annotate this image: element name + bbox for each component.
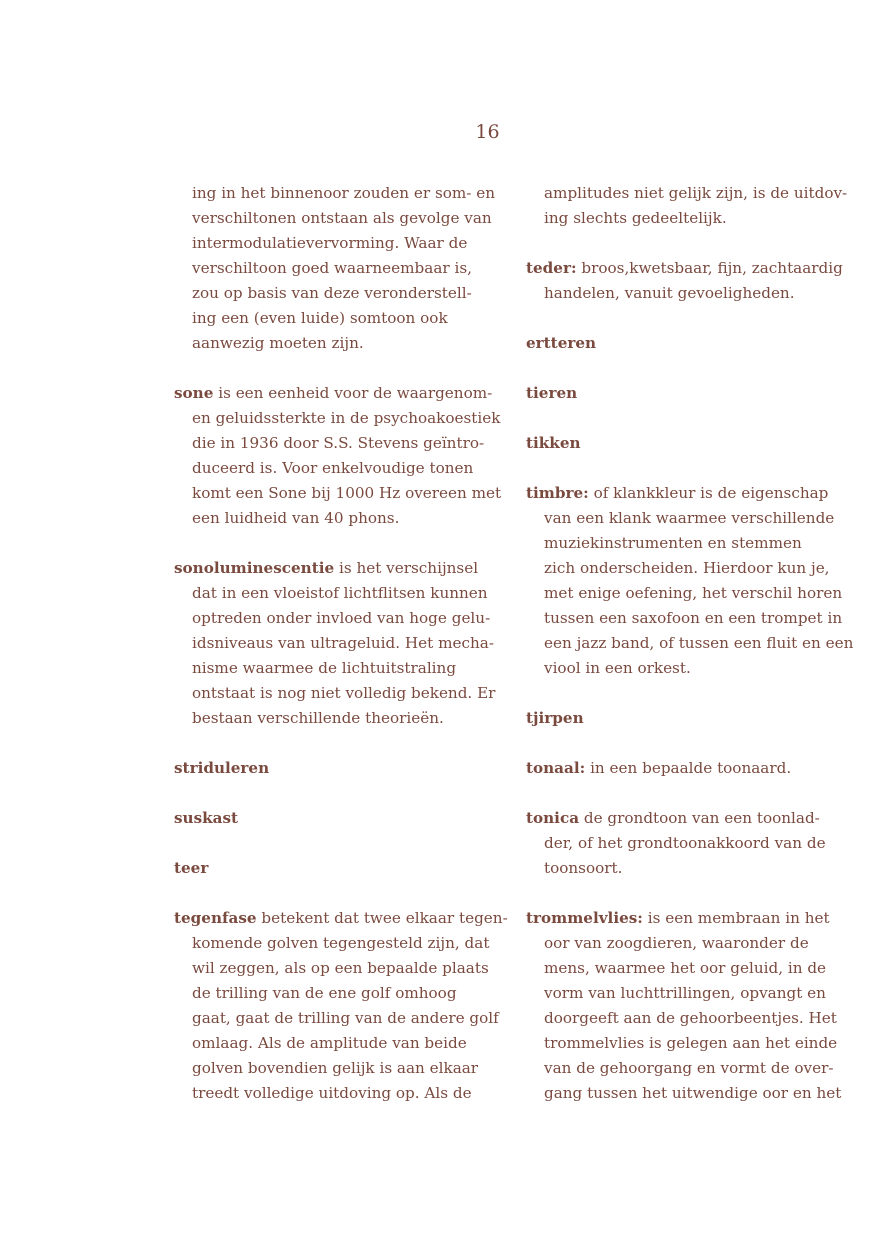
text-line	[174, 206, 494, 231]
entry-text: intermodulatievervorming. Waar de	[192, 234, 468, 252]
entry-text: gang tussen het uitwendige oor en het	[544, 1084, 842, 1102]
entry-text: trommelvlies is gelegen aan het einde	[544, 1034, 838, 1052]
text-line	[526, 1006, 856, 1031]
blank-line	[174, 831, 494, 856]
text-line	[174, 706, 494, 731]
entry-line	[174, 806, 494, 831]
entry-term: teer	[174, 859, 209, 877]
entry-text: doorgeeft aan de gehoorbeentjes. Het	[544, 1009, 837, 1027]
text-line	[174, 506, 494, 531]
text-line	[526, 556, 856, 581]
text-line	[526, 856, 856, 881]
entry-text: treedt volledige uitdoving op. Als de	[192, 1084, 472, 1102]
entry-line	[174, 556, 494, 581]
text-line	[174, 1056, 494, 1081]
text-line	[174, 181, 494, 206]
entry-text: aanwezig moeten zijn.	[192, 334, 364, 352]
blank-line	[174, 356, 494, 381]
text-line	[174, 656, 494, 681]
entry-text: vorm van luchttrillingen, opvangt en	[544, 984, 826, 1002]
blank-line	[526, 731, 856, 756]
text-line	[174, 606, 494, 631]
text-line	[174, 581, 494, 606]
entry-text: amplitudes niet gelijk zijn, is de uitdov-	[544, 184, 848, 202]
entry-text: oor van zoogdieren, waaronder de	[544, 934, 809, 952]
entry-term: tikken	[526, 434, 581, 452]
text-line	[526, 631, 856, 656]
blank-line	[526, 456, 856, 481]
blank-line	[174, 731, 494, 756]
entry-text: muziekinstrumenten en stemmen	[544, 534, 802, 552]
entry-text: gaat, gaat de trilling van de andere golf	[192, 1009, 499, 1027]
text-line	[174, 1006, 499, 1031]
text-line	[526, 831, 856, 856]
entry-text: of klankkleur is de eigenschap	[588, 484, 829, 502]
entry-line	[526, 706, 856, 731]
entry-line	[526, 381, 856, 406]
entry-line	[526, 481, 856, 506]
entry-text: verschiltonen ontstaan als gevolge van	[192, 209, 492, 227]
text-line	[174, 981, 494, 1006]
entry-line	[174, 381, 494, 406]
entry-text: tussen een saxofoon en een trompet in	[544, 609, 843, 627]
text-line	[526, 1081, 856, 1106]
entry-text: viool in een orkest.	[544, 659, 691, 677]
entry-text: zich onderscheiden. Hierdoor kun je,	[544, 559, 830, 577]
entry-text: van een klank waarmee verschillende	[544, 509, 835, 527]
text-line	[526, 656, 856, 681]
text-line	[174, 256, 494, 281]
entry-text: ing een (even luide) somtoon ook	[192, 309, 448, 327]
entry-line	[526, 756, 856, 781]
page-number: 16	[475, 121, 500, 143]
text-line	[526, 206, 856, 231]
entry-term: trommelvlies:	[526, 909, 643, 927]
entry-text: en geluidssterkte in de psychoakoestiek	[192, 409, 501, 427]
entry-term: tegenfase	[174, 909, 257, 927]
entry-text: is een membraan in het	[642, 909, 830, 927]
entry-text: in een bepaalde toonaard.	[585, 759, 792, 777]
text-line	[526, 981, 856, 1006]
entry-term: sonoluminescentie	[174, 559, 335, 577]
entry-text: broos,kwetsbaar, fijn, zachtaardig	[576, 259, 843, 277]
entry-term: timbre:	[526, 484, 589, 502]
entry-text: toonsoort.	[544, 859, 623, 877]
entry-line	[526, 806, 856, 831]
text-line	[526, 606, 856, 631]
entry-text: nisme waarmee de lichtuitstraling	[192, 659, 457, 677]
entry-line	[174, 756, 494, 781]
text-line	[174, 631, 494, 656]
text-line	[174, 481, 502, 506]
entry-term: tonaal:	[526, 759, 586, 777]
entry-text: een luidheid van 40 phons.	[192, 509, 400, 527]
blank-line	[526, 881, 856, 906]
entry-text: ontstaat is nog niet volledig bekend. Er	[192, 684, 496, 702]
entry-text: komt een Sone bij 1000 Hz overeen met	[192, 484, 502, 502]
blank-line	[526, 406, 856, 431]
entry-text: bestaan verschillende theorieën.	[192, 709, 444, 727]
text-line	[174, 956, 494, 981]
entry-line	[526, 906, 856, 931]
entry-text: komende golven tegengesteld zijn, dat	[192, 934, 490, 952]
entry-line	[526, 431, 856, 456]
text-line	[174, 1031, 494, 1056]
text-line	[174, 1081, 494, 1106]
entry-text: is een eenheid voor de waargenom-	[213, 384, 493, 402]
entry-text: wil zeggen, als op een bepaalde plaats	[192, 959, 489, 977]
blank-line	[174, 781, 494, 806]
entry-text: mens, waarmee het oor geluid, in de	[544, 959, 827, 977]
text-line	[174, 931, 494, 956]
entry-text: handelen, vanuit gevoeligheden.	[544, 284, 795, 302]
entry-text: zou op basis van deze veronderstell-	[192, 284, 472, 302]
entry-term: tieren	[526, 384, 578, 402]
blank-line	[526, 781, 856, 806]
entry-line	[174, 856, 494, 881]
text-line	[526, 281, 856, 306]
entry-term: tjirpen	[526, 709, 584, 727]
blank-line	[526, 356, 856, 381]
entry-term: striduleren	[174, 759, 270, 777]
text-line	[526, 531, 856, 556]
entry-text: een jazz band, of tussen een fluit en een	[544, 634, 854, 652]
text-line	[174, 231, 494, 256]
entry-text: de grondtoon van een toonlad-	[579, 809, 820, 827]
text-line	[526, 581, 856, 606]
blank-line	[526, 231, 856, 256]
entry-text: omlaag. Als de amplitude van beide	[192, 1034, 467, 1052]
entry-text: golven bovendien gelijk is aan elkaar	[192, 1059, 479, 1077]
entry-text: verschiltoon goed waarneembaar is,	[192, 259, 472, 277]
entry-text: met enige oefening, het verschil horen	[544, 584, 843, 602]
entry-text: de trilling van de ene golf omhoog	[192, 984, 457, 1002]
entry-text: die in 1936 door S.S. Stevens geïntro-	[192, 434, 485, 452]
text-line	[526, 931, 856, 956]
entry-term: sone	[174, 384, 214, 402]
text-line	[174, 306, 494, 331]
blank-line	[526, 681, 856, 706]
blank-line	[526, 306, 856, 331]
entry-text: is het verschijnsel	[334, 559, 479, 577]
entry-line	[526, 256, 856, 281]
entry-line	[174, 906, 508, 931]
entry-term: suskast	[174, 809, 239, 827]
text-line	[174, 456, 494, 481]
entry-text: van de gehoorgang en vormt de over-	[544, 1059, 834, 1077]
entry-text: ing slechts gedeeltelijk.	[544, 209, 727, 227]
entry-term: ertteren	[526, 334, 597, 352]
entry-text: betekent dat twee elkaar tegen-	[256, 909, 508, 927]
right-column	[526, 181, 856, 1106]
text-line	[526, 506, 856, 531]
text-line	[174, 431, 494, 456]
text-line	[526, 956, 856, 981]
text-line	[526, 1031, 856, 1056]
text-line	[526, 181, 856, 206]
entry-term: teder:	[526, 259, 577, 277]
entry-text: ing in het binnenoor zouden er som- en	[192, 184, 496, 202]
entry-term: tonica	[526, 809, 580, 827]
entry-line	[526, 331, 856, 356]
text-line	[174, 281, 494, 306]
entry-text: idsniveaus van ultrageluid. Het mecha-	[192, 634, 494, 652]
text-line	[526, 1056, 856, 1081]
blank-line	[174, 881, 494, 906]
entry-text: duceerd is. Voor enkelvoudige tonen	[192, 459, 474, 477]
entry-text: optreden onder invloed van hoge gelu-	[192, 609, 491, 627]
text-line	[174, 331, 494, 356]
text-line	[174, 681, 494, 706]
blank-line	[174, 531, 494, 556]
text-line	[174, 406, 501, 431]
left-column	[174, 181, 508, 1106]
entry-text: dat in een vloeistof lichtflitsen kunnen	[192, 584, 488, 602]
entry-text: der, of het grondtoonakkoord van de	[544, 834, 826, 852]
